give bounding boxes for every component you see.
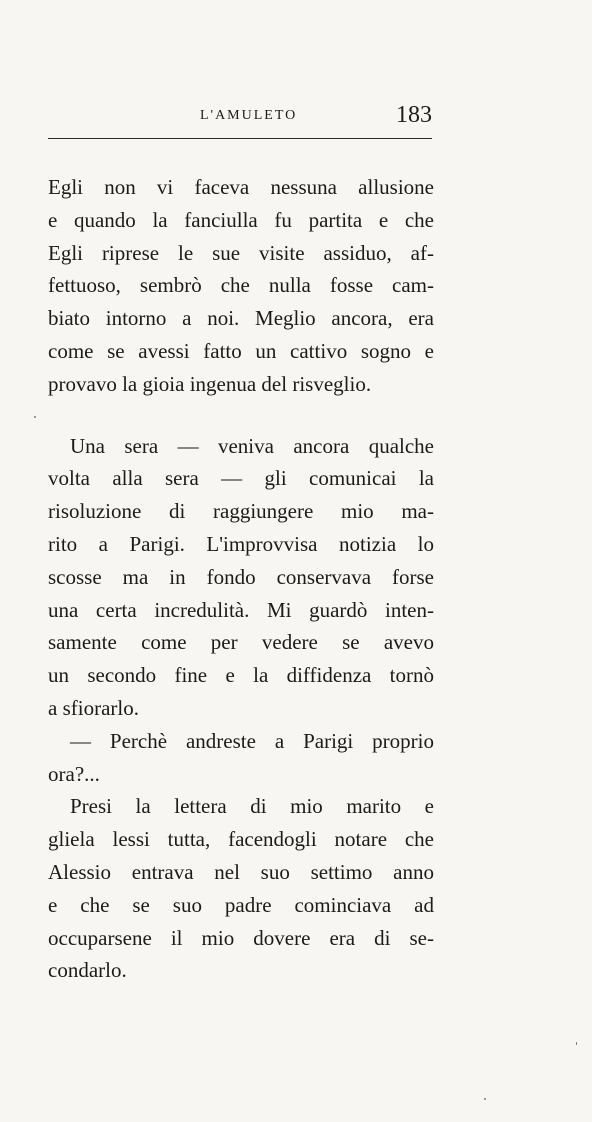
text-line: — Perchè andreste a Parigi proprio <box>70 728 434 753</box>
paragraph-4 <box>48 790 434 987</box>
text-line: volta alla sera — gli comunicai la <box>48 466 434 491</box>
text-line: provavo la gioia ingenua del risveglio. <box>48 371 372 396</box>
header-rule <box>48 138 432 139</box>
text-line: ora?... <box>48 761 100 786</box>
text-line: a sfiorarlo. <box>48 695 139 720</box>
text-line: occuparsene il mio dovere era di se- <box>48 925 434 950</box>
paper-speck <box>34 416 36 418</box>
text-line: risoluzione di raggiungere mio ma- <box>48 499 434 524</box>
running-title: L'AMULETO <box>200 108 298 123</box>
paper-speck <box>484 1098 486 1100</box>
text-line: samente come per vedere se avevo <box>48 630 434 655</box>
text-line: biato intorno a noi. Meglio ancora, era <box>48 306 434 331</box>
text-line: Presi la lettera di mio marito e <box>70 794 434 819</box>
paragraph-1 <box>48 171 434 401</box>
running-head <box>48 104 432 132</box>
text-line: gliela lessi tutta, facendogli notare che <box>48 827 434 852</box>
section-break <box>48 401 434 430</box>
text-line: Egli riprese le sue visite assiduo, af- <box>48 240 434 265</box>
body-text <box>48 171 434 987</box>
text-line: un secondo fine e la diffidenza tornò <box>48 663 434 688</box>
paper-speck <box>576 1042 577 1045</box>
text-line: e quando la fanciulla fu partita e che <box>48 207 434 232</box>
text-line: come se avessi fatto un cattivo sogno e <box>48 338 434 363</box>
paragraph-2 <box>48 430 434 725</box>
text-line: una certa incredulità. Mi guardò inten- <box>48 597 434 622</box>
text-line: scosse ma in fondo conservava forse <box>48 564 434 589</box>
text-line: condarlo. <box>48 958 127 983</box>
text-line: Egli non vi faceva nessuna allusione <box>48 175 434 199</box>
text-line: Una sera — veniva ancora qualche <box>70 433 434 458</box>
page-number: 183 <box>396 102 432 128</box>
text-line: fettuoso, sembrò che nulla fosse cam- <box>48 273 434 298</box>
paragraph-3 <box>48 725 434 791</box>
text-line: rito a Parigi. L'improvvisa notizia lo <box>48 531 434 556</box>
text-line: e che se suo padre cominciava ad <box>48 892 434 917</box>
text-line: Alessio entrava nel suo settimo anno <box>48 859 434 884</box>
